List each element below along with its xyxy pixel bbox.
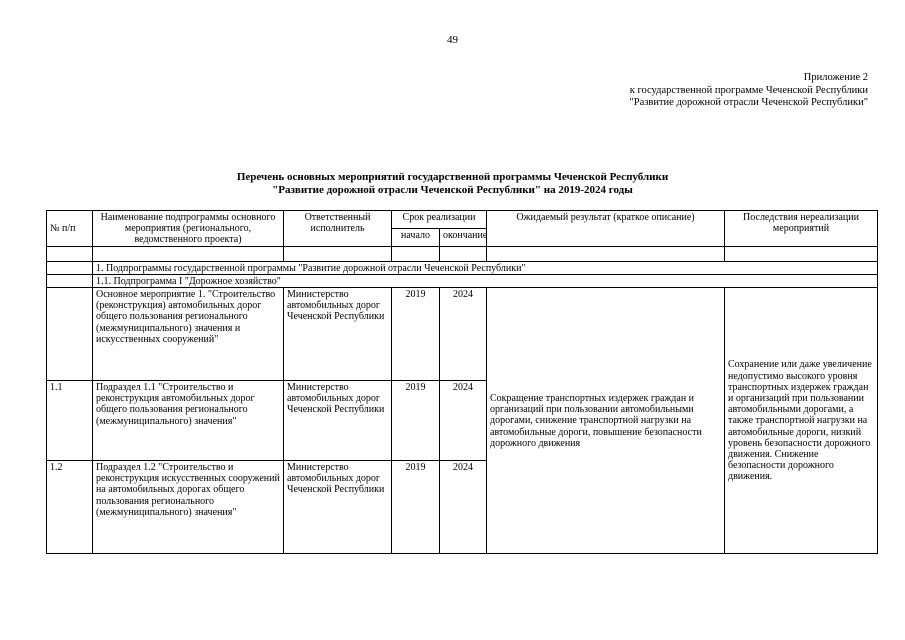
appendix-line-2: к государственной программе Чеченской Республики (629, 84, 868, 96)
table-subsection-row (47, 274, 878, 287)
appendix-line-3: "Развитие дорожной отрасли Чеченской Республики" (629, 97, 868, 108)
title-line-1: Перечень основных мероприятий государственной программы Чеченской Республики (236, 171, 669, 183)
consequences-cell: Сохранение или даже увеличение недопустимо высокого уровня транспортных издержек граждан и организаций при пользовании автомобильными дорогами, а также транспортной нагрузки на автомобильные дороги, низкий уровень безопасности дорожного движения. Снижение безопасности дорожного движения. (725, 288, 878, 554)
row-name: Подраздел 1.1 "Строительство и реконструкция автомобильных дорог общего пользования регионального (межмуниципального) значения" (93, 381, 284, 461)
title-line-2: "Развитие дорожной отрасли Чеченской Республики" на 2019-2024 годы (272, 184, 633, 196)
subsection-title: 1.1. Подпрограмма I "Дорожное хозяйство" (93, 274, 878, 287)
result-cell: Сокращение транспортных издержек граждан и организаций при пользовании автомобильными дорогами, снижение транспортной нагрузки на автомобильные дороги, повышение безопасности дорожного движения (487, 288, 725, 554)
appendix-line-1: Приложение 2 (803, 72, 868, 83)
row-end: 2024 (440, 461, 487, 554)
header-consequences: Последствия нереализации мероприятий (725, 211, 878, 247)
header-name: Наименование подпрограммы основного мероприятия (регионального, ведомственного проекта) (93, 211, 284, 247)
section-title: 1. Подпрограммы государственной программы "Развитие дорожной отрасли Чеченской Республики" (93, 261, 878, 274)
header-num: № п/п (47, 211, 93, 247)
header-end: окончание (440, 228, 487, 246)
header-start: начало (392, 228, 440, 246)
row-num: 1.2 (47, 461, 93, 554)
page-number: 49 (447, 34, 458, 46)
table-section-row (47, 261, 878, 274)
header-term: Срок реализации (392, 211, 487, 229)
row-responsible: Министерство автомобильных дорог Чеченской Республики (284, 461, 392, 554)
header-responsible: Ответственный исполнитель (284, 211, 392, 247)
row-name: Основное мероприятие 1. "Строительство (реконструкция) автомобильных дорог общего пользования регионального (межмуниципального) значения и искусственных сооружений" (93, 288, 284, 381)
activities-table (46, 210, 878, 554)
document-title (0, 171, 905, 197)
row-name: Подраздел 1.2 "Строительство и реконструкция искусственных сооружений на автомобильных дорогах общего пользования регионального (межмуниципального) значения" (93, 461, 284, 554)
table-header-row (47, 211, 878, 229)
row-end: 2024 (440, 288, 487, 381)
row-start: 2019 (392, 461, 440, 554)
row-start: 2019 (392, 288, 440, 381)
row-responsible: Министерство автомобильных дорог Чеченской Республики (284, 288, 392, 381)
table-blank-row (47, 246, 878, 261)
row-responsible: Министерство автомобильных дорог Чеченской Республики (284, 381, 392, 461)
row-num: 1.1 (47, 381, 93, 461)
row-start: 2019 (392, 381, 440, 461)
appendix-note (629, 72, 868, 110)
row-num (47, 288, 93, 381)
table-row (47, 288, 878, 381)
header-result: Ожидаемый результат (краткое описание) (487, 211, 725, 247)
row-end: 2024 (440, 381, 487, 461)
